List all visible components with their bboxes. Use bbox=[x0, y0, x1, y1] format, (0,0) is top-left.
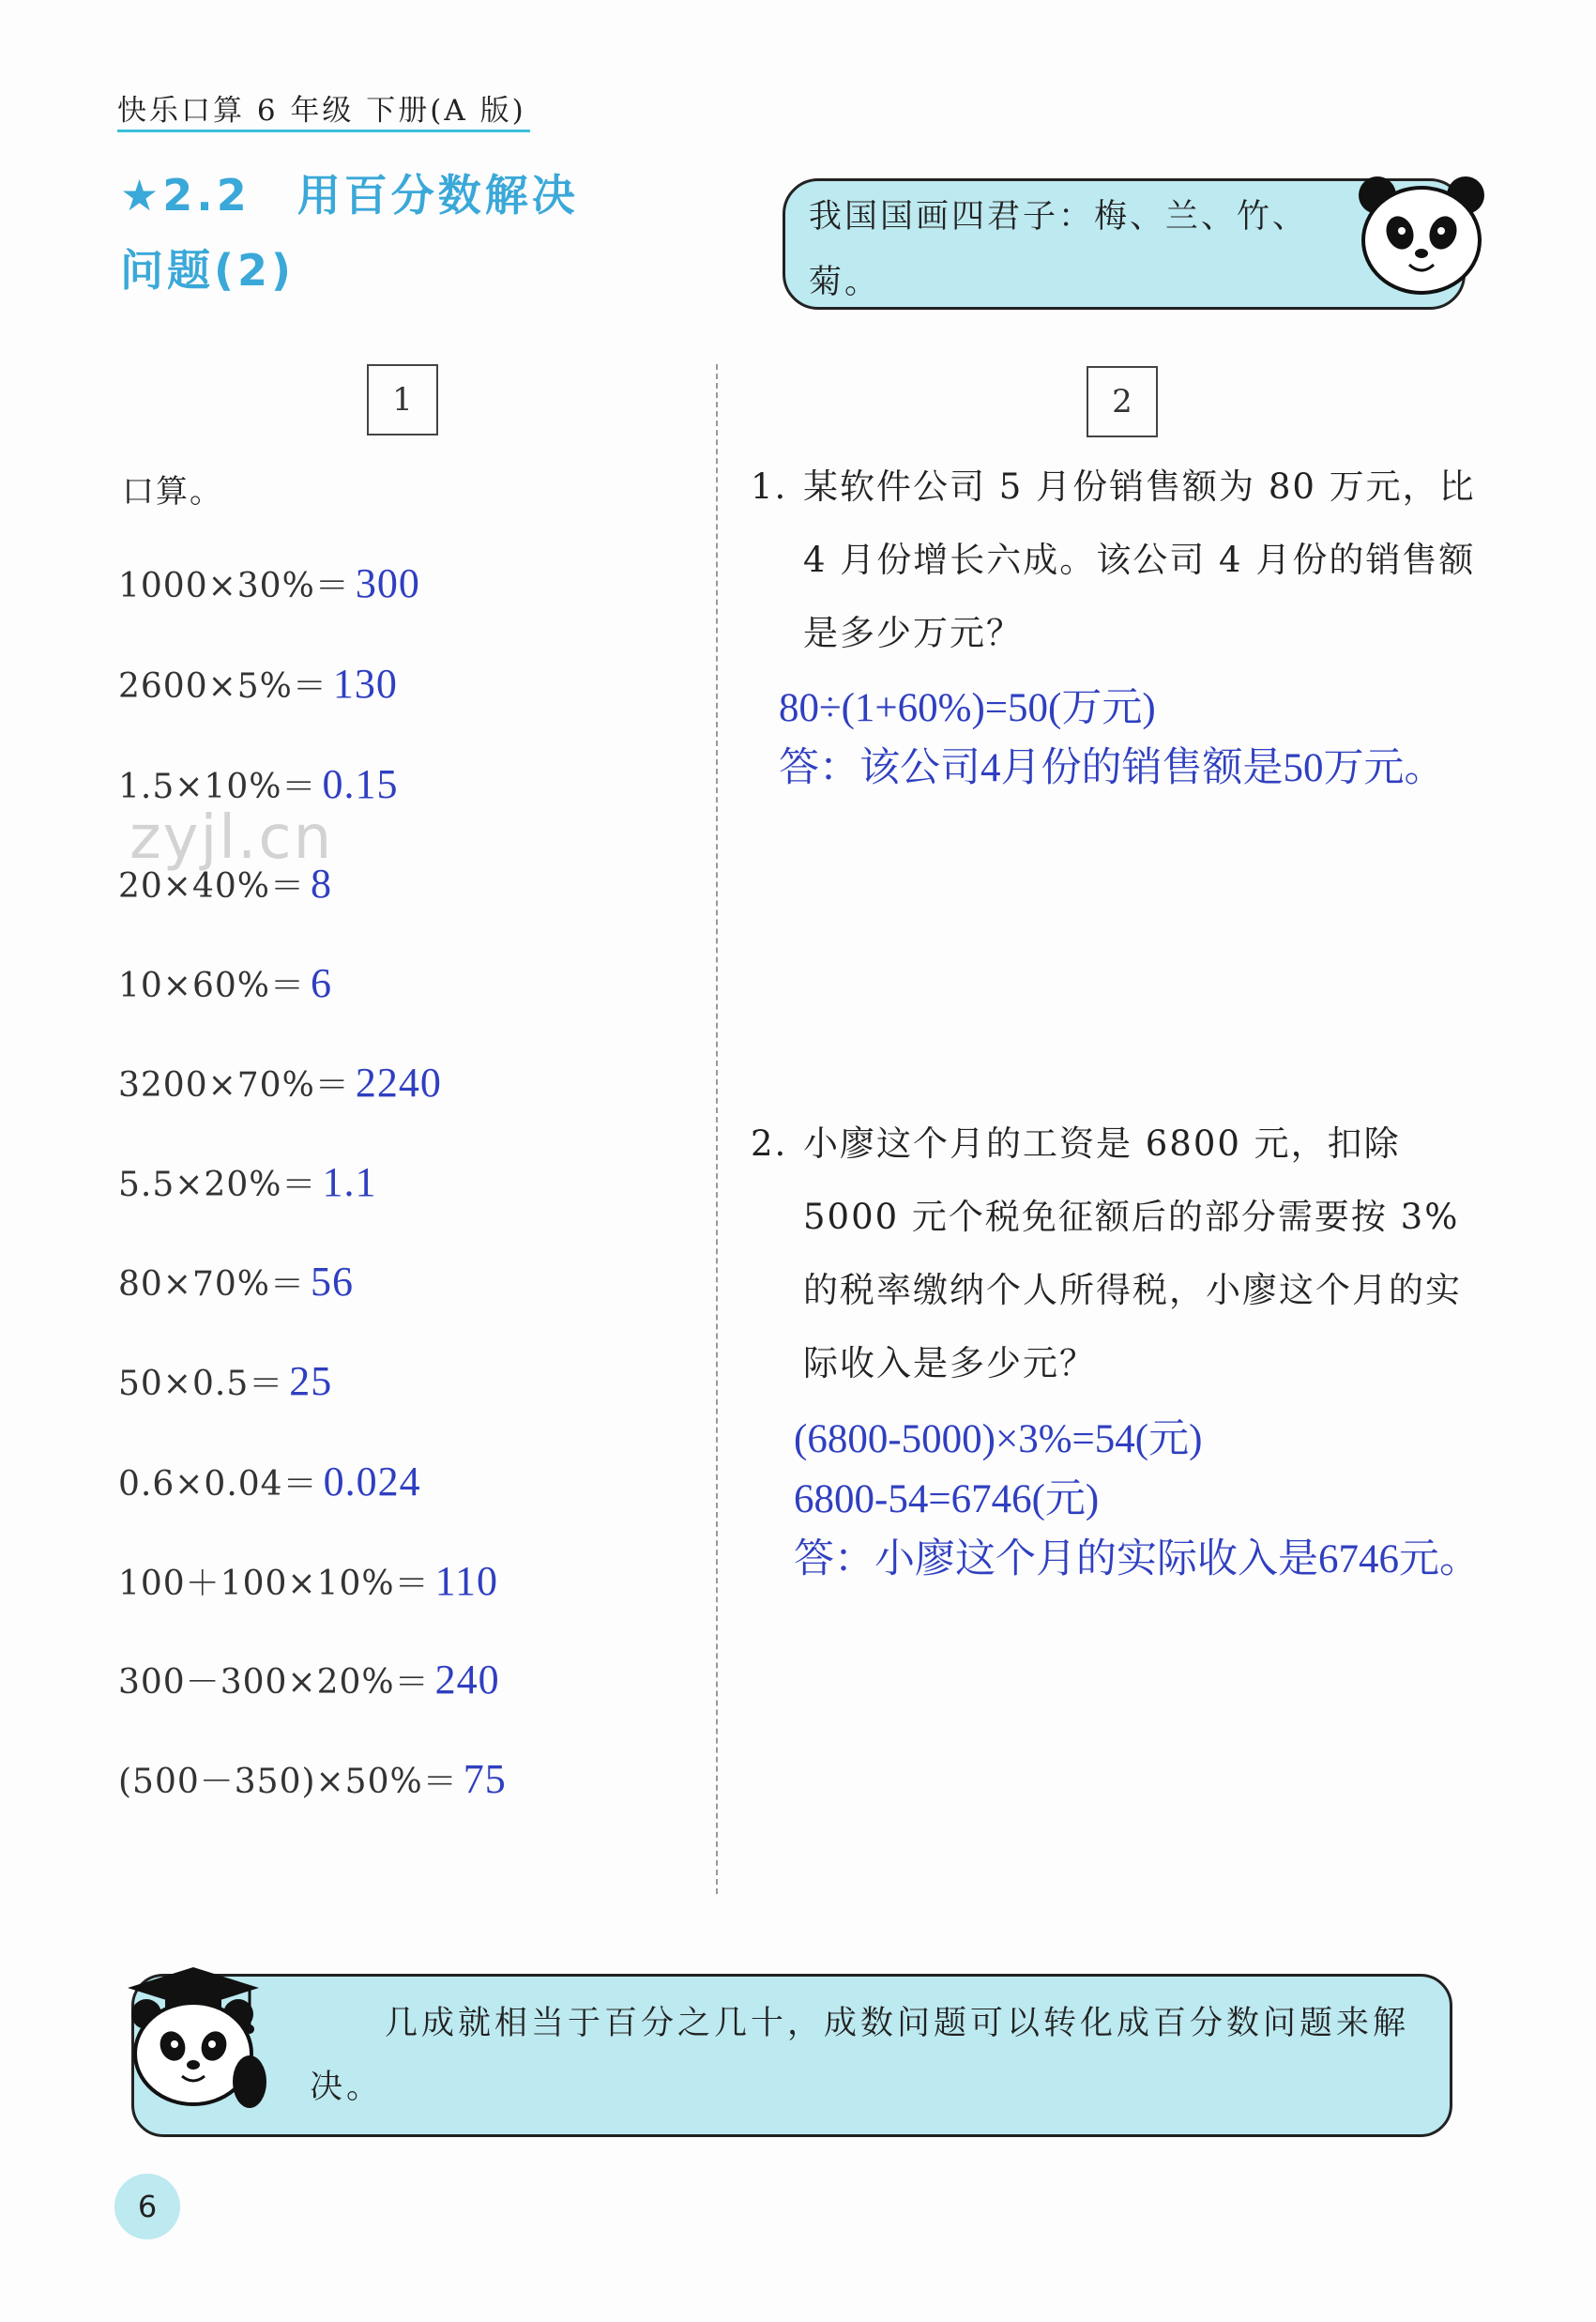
calc-item: 50×0.5＝ 25 bbox=[118, 1358, 333, 1404]
calc-answer: 2240 bbox=[355, 1060, 442, 1106]
calc-answer: 75 bbox=[463, 1756, 507, 1802]
calc-answer: 1.1 bbox=[322, 1159, 377, 1205]
panda-icon bbox=[1351, 167, 1492, 298]
lesson-title-line1-text: 2.2 用百分数解决 bbox=[162, 170, 579, 221]
book-title: 快乐口算 6 年级 下册(A 版) bbox=[117, 94, 526, 128]
calc-answer: 240 bbox=[434, 1657, 500, 1703]
column-divider bbox=[716, 364, 718, 1894]
calc-item: 10×60%＝ 6 bbox=[118, 960, 332, 1006]
question-text: 某软件公司 5 月份销售额为 80 万元，比 4 月份增长六成。该公司 4 月份的销售额是多少万元？ bbox=[803, 466, 1476, 653]
section-number-2: 2 bbox=[1087, 366, 1158, 437]
section-number-1: 1 bbox=[367, 364, 438, 435]
calc-answer: 56 bbox=[311, 1259, 354, 1305]
page-number: 6 bbox=[114, 2174, 180, 2239]
calc-item: 1000×30%＝ 300 bbox=[118, 560, 420, 606]
lesson-title-line1 bbox=[120, 158, 579, 233]
calc-item: 20×40%＝ 8 bbox=[118, 861, 332, 907]
question-1 bbox=[751, 451, 1494, 670]
calc-item: 5.5×20%＝ 1.1 bbox=[118, 1159, 377, 1205]
calc-answer: 110 bbox=[434, 1558, 498, 1604]
calc-answer: 130 bbox=[332, 661, 398, 707]
tip-text-bottom: 几成就相当于百分之几十，成数问题可以转化成百分数问题来解决。 bbox=[310, 2005, 1410, 2106]
lesson-title-line2: 问题(2) bbox=[120, 245, 296, 296]
tip-text-top: 我国国画四君子：梅、兰、竹、菊。 bbox=[809, 198, 1309, 301]
calc-item: 300－300×20%＝ 240 bbox=[118, 1657, 500, 1703]
header-rule bbox=[117, 130, 530, 132]
calc-answer: 8 bbox=[311, 861, 332, 907]
calc-item: 0.6×0.04＝ 0.024 bbox=[118, 1459, 421, 1505]
calc-item: 2600×5%＝ 130 bbox=[118, 661, 398, 707]
question-2 bbox=[751, 1108, 1494, 1400]
lesson-title bbox=[120, 158, 579, 308]
answer-work-1 bbox=[779, 679, 1511, 799]
calc-item: 100＋100×10%＝ 110 bbox=[118, 1558, 498, 1604]
calc-item: 80×70%＝ 56 bbox=[118, 1259, 354, 1305]
calc-answer: 6 bbox=[311, 960, 332, 1006]
work-line: 6800-54=6746(元) bbox=[794, 1477, 1100, 1521]
watermark: zyjl.cn bbox=[129, 803, 334, 873]
answer-work-2 bbox=[794, 1410, 1526, 1590]
work-line: (6800-5000)×3%=54(元) bbox=[794, 1417, 1203, 1461]
calc-answer: 300 bbox=[355, 560, 420, 606]
section1-heading: 口算。 bbox=[122, 473, 223, 511]
calc-item: 1.5×10%＝ 0.15 bbox=[118, 761, 399, 807]
calc-item: 3200×70%＝ 2240 bbox=[118, 1060, 442, 1106]
question-number: 1. bbox=[751, 466, 788, 507]
question-number: 2. bbox=[751, 1123, 788, 1164]
work-line: 答：小廖这个月的实际收入是6746元。 bbox=[794, 1537, 1480, 1581]
calc-item: (500－350)×50%＝ 75 bbox=[118, 1756, 507, 1802]
calc-answer: 25 bbox=[289, 1358, 333, 1404]
work-line: 80÷(1+60%)=50(万元) bbox=[779, 686, 1156, 730]
calc-answer: 0.024 bbox=[323, 1459, 421, 1505]
star-icon: ★ bbox=[120, 170, 163, 221]
question-text: 小廖这个月的工资是 6800 元，扣除 5000 元个税免征额后的部分需要按 3%的税率缴纳个人所得税，小廖这个月的实际收入是多少元？ bbox=[803, 1123, 1462, 1383]
panda-graduate-icon bbox=[109, 1960, 278, 2119]
work-line: 答：该公司4月份的销售额是50万元。 bbox=[779, 746, 1445, 790]
calc-answer: 0.15 bbox=[322, 761, 399, 807]
